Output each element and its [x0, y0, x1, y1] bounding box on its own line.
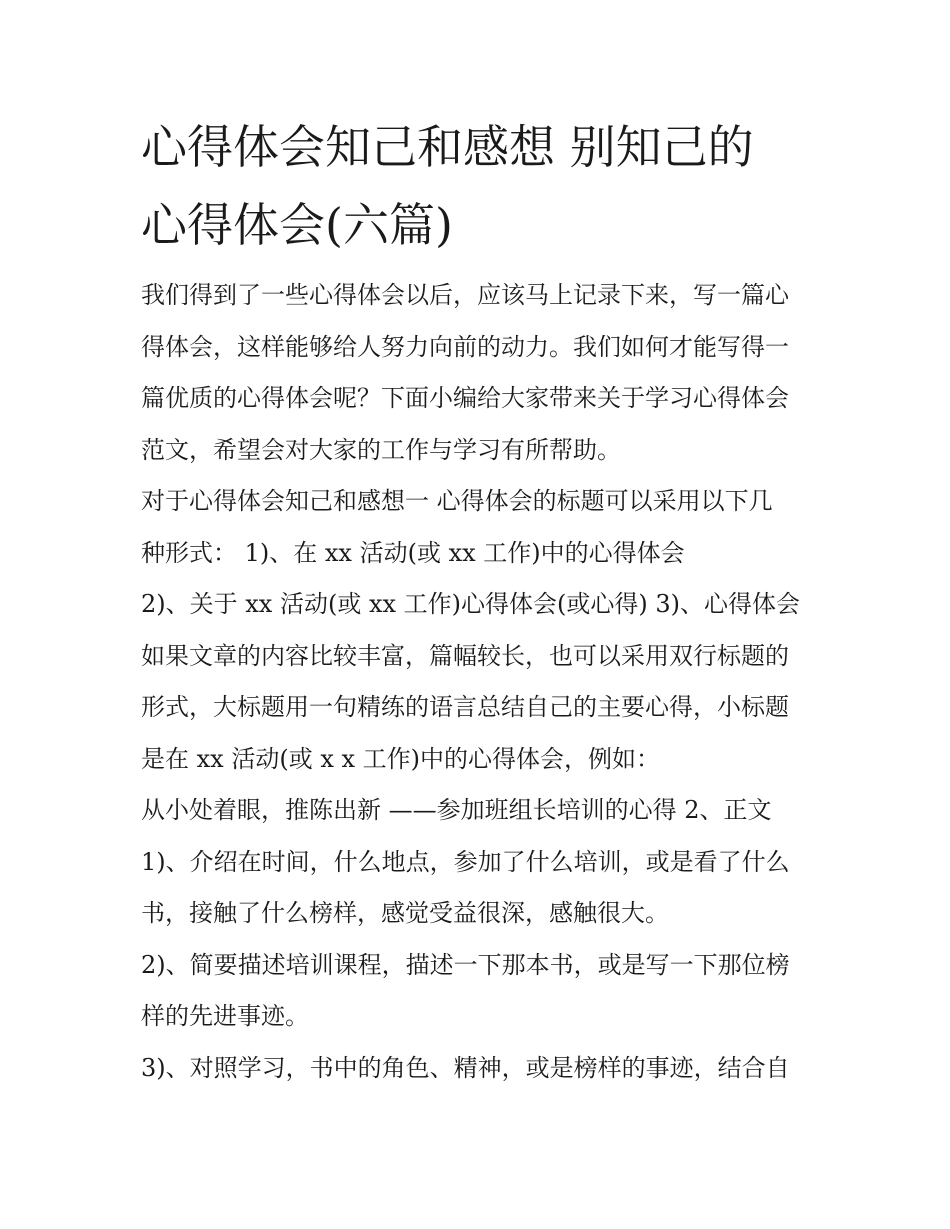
body-line: 从小处着眼，推陈出新 ——参加班组长培训的心得 2、正文 — [141, 796, 772, 824]
body-line: 书，接触了什么榜样，感觉受益很深，感触很大。 — [141, 899, 669, 927]
body-line: 1)、介绍在时间，什么地点，参加了什么培训，或是看了什么 — [141, 847, 790, 876]
body-line: 如果文章的内容比较丰富，篇幅较长，也可以采用双行标题的 — [141, 641, 789, 670]
title-line: 心得体会知己和感想 别知己的 — [141, 120, 754, 174]
body-line: 形式，大标题用一句精练的语言总结自己的主要心得，小标题 — [141, 693, 789, 721]
body-line: 对于心得体会知己和感想一 心得体会的标题可以采用以下几 — [141, 487, 773, 515]
body-line: 篇优质的心得体会呢？下面小编给大家带来关于学习心得体会 — [141, 384, 789, 412]
body-line: 范文，希望会对大家的工作与学习有所帮助。 — [141, 435, 621, 464]
title-line: 心得体会(六篇) — [141, 198, 453, 252]
body-line: 3)、对照学习，书中的角色、精神，或是榜样的事迹，结合自 — [141, 1053, 790, 1082]
document-content — [141, 108, 816, 1094]
body-line: 2)、关于 xx 活动(或 xx 工作)心得体会(或心得) 3)、心得体会 — [141, 590, 801, 618]
body-line: 种形式： 1)、在 xx 活动(或 xx 工作)中的心得体会 — [141, 538, 685, 567]
body-line: 得体会，这样能够给人努力向前的动力。我们如何才能写得一 — [141, 332, 789, 361]
document-title — [141, 108, 816, 264]
body-line: 2)、简要描述培训课程，描述一下那本书，或是写一下那位榜 — [141, 950, 790, 979]
body-line: 是在 xx 活动(或 x x 工作)中的心得体会，例如： — [141, 744, 661, 773]
document-body — [141, 270, 816, 1094]
body-line: 我们得到了一些心得体会以后，应该马上记录下来，写一篇心 — [141, 281, 789, 309]
body-line: 样的先进事迹。 — [141, 1002, 309, 1030]
